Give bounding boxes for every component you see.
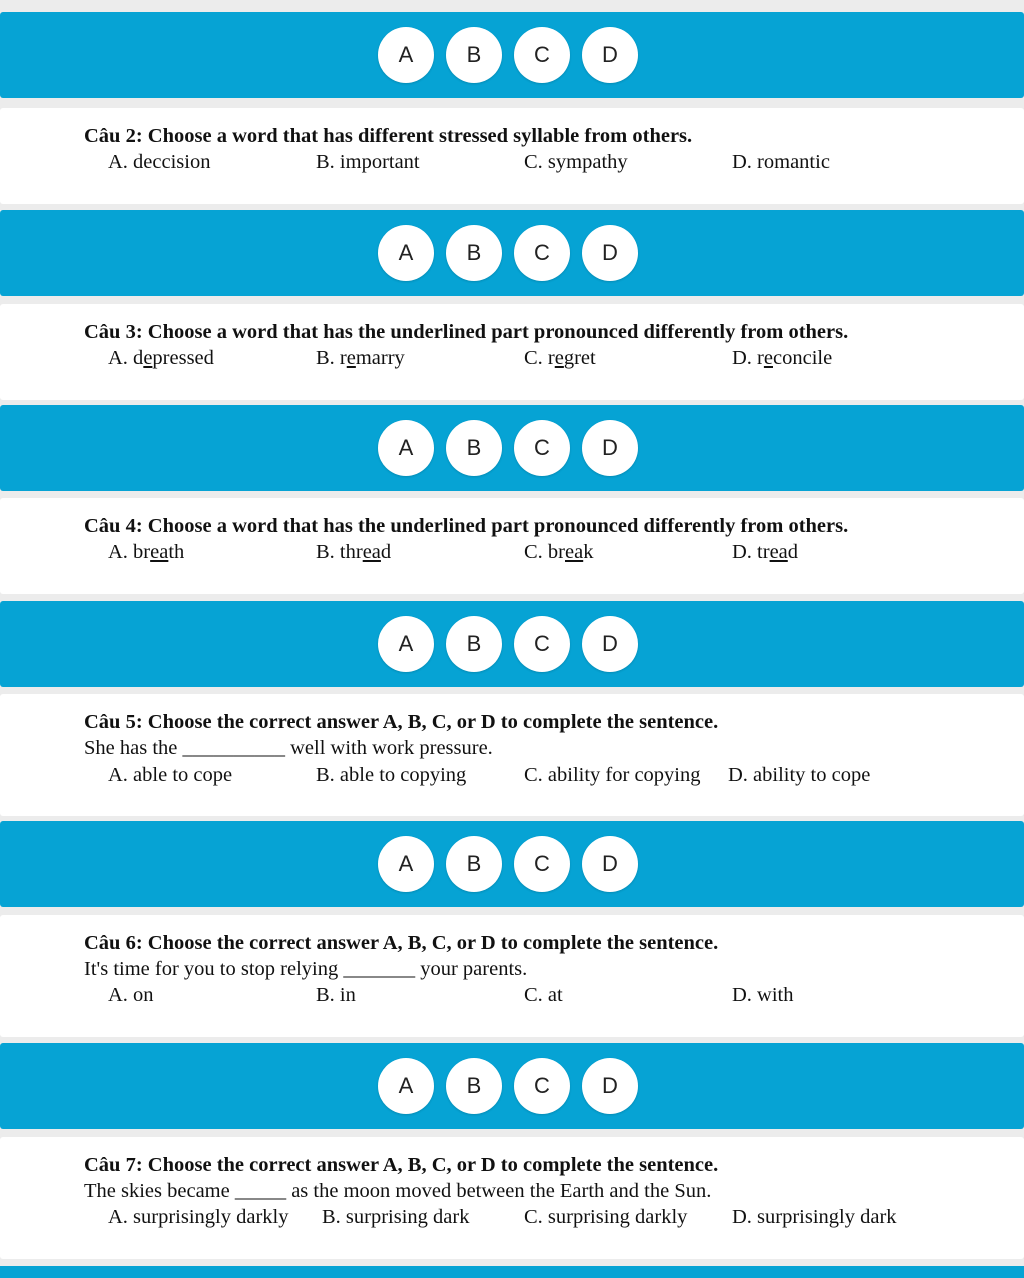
- question-title: Câu 5: Choose the correct answer A, B, C, or D to complete the sentence.: [84, 711, 719, 733]
- question-card-3: [0, 304, 1024, 400]
- option-d: D. romantic: [732, 151, 830, 173]
- option-c: C. at: [524, 984, 563, 1006]
- option-a: A. on: [108, 984, 154, 1006]
- answer-band-2: [0, 210, 1024, 296]
- option-b: B. in: [316, 984, 356, 1006]
- option-c: C. ability for copying: [524, 764, 701, 786]
- answer-c-button[interactable]: C: [514, 1058, 570, 1114]
- answer-a-button[interactable]: A: [378, 1058, 434, 1114]
- answer-d-button[interactable]: D: [582, 836, 638, 892]
- answer-c-button[interactable]: C: [514, 616, 570, 672]
- answer-band-partial: [0, 1266, 1024, 1278]
- question-title: Câu 6: Choose the correct answer A, B, C, or D to complete the sentence.: [84, 932, 719, 954]
- question-title: Câu 2: Choose a word that has different stressed syllable from others.: [84, 125, 693, 147]
- answer-band-4: [0, 601, 1024, 687]
- answer-d-button[interactable]: D: [582, 616, 638, 672]
- question-card-7: [0, 1137, 1024, 1259]
- answer-a-button[interactable]: A: [378, 27, 434, 83]
- answer-c-button[interactable]: C: [514, 836, 570, 892]
- answer-b-button[interactable]: B: [446, 836, 502, 892]
- answer-a-button[interactable]: A: [378, 225, 434, 281]
- question-title: Câu 4: Choose a word that has the underlined part pronounced differently from others.: [84, 515, 849, 537]
- answer-d-button[interactable]: D: [582, 1058, 638, 1114]
- question-card-2: [0, 108, 1024, 204]
- answer-d-button[interactable]: D: [582, 27, 638, 83]
- answer-a-button[interactable]: A: [378, 616, 434, 672]
- option-a: A. able to cope: [108, 764, 233, 786]
- option-a: A. deccision: [108, 151, 211, 173]
- option-a: A. surprisingly darkly: [108, 1206, 289, 1228]
- option-d: D. reconcile: [732, 347, 833, 369]
- answer-c-button[interactable]: C: [514, 225, 570, 281]
- option-a: A. breath: [108, 541, 185, 563]
- answer-band-5: [0, 821, 1024, 907]
- answer-b-button[interactable]: B: [446, 1058, 502, 1114]
- option-d: D. with: [732, 984, 794, 1006]
- answer-c-button[interactable]: C: [514, 27, 570, 83]
- answer-b-button[interactable]: B: [446, 27, 502, 83]
- question-card-4: [0, 498, 1024, 594]
- option-d: D. ability to cope: [728, 764, 871, 786]
- option-c: C. sympathy: [524, 151, 628, 173]
- option-a: A. depressed: [108, 347, 214, 369]
- answer-a-button[interactable]: A: [378, 420, 434, 476]
- answer-d-button[interactable]: D: [582, 420, 638, 476]
- option-b: B. important: [316, 151, 420, 173]
- option-b: B. surprising dark: [322, 1206, 470, 1228]
- answer-a-button[interactable]: A: [378, 836, 434, 892]
- question-stem: The skies became _____ as the moon moved between the Earth and the Sun.: [84, 1180, 712, 1202]
- answer-band-1: [0, 12, 1024, 98]
- question-card-6: [0, 915, 1024, 1037]
- answer-b-button[interactable]: B: [446, 616, 502, 672]
- option-c: C. break: [524, 541, 594, 563]
- option-b: B. thread: [316, 541, 392, 563]
- answer-b-button[interactable]: B: [446, 420, 502, 476]
- answer-b-button[interactable]: B: [446, 225, 502, 281]
- option-b: B. able to copying: [316, 764, 467, 786]
- option-d: D. surprisingly dark: [732, 1206, 897, 1228]
- answer-d-button[interactable]: D: [582, 225, 638, 281]
- question-stem: She has the __________ well with work pressure.: [84, 737, 493, 759]
- answer-band-3: [0, 405, 1024, 491]
- answer-c-button[interactable]: C: [514, 420, 570, 476]
- option-c: C. surprising darkly: [524, 1206, 688, 1228]
- option-d: D. tread: [732, 541, 799, 563]
- option-c: C. regret: [524, 347, 596, 369]
- answer-band-6: [0, 1043, 1024, 1129]
- question-title: Câu 7: Choose the correct answer A, B, C, or D to complete the sentence.: [84, 1154, 719, 1176]
- option-b: B. remarry: [316, 347, 405, 369]
- question-title: Câu 3: Choose a word that has the underlined part pronounced differently from others.: [84, 321, 849, 343]
- question-card-5: [0, 694, 1024, 816]
- question-stem: It's time for you to stop relying _______ your parents.: [84, 958, 528, 980]
